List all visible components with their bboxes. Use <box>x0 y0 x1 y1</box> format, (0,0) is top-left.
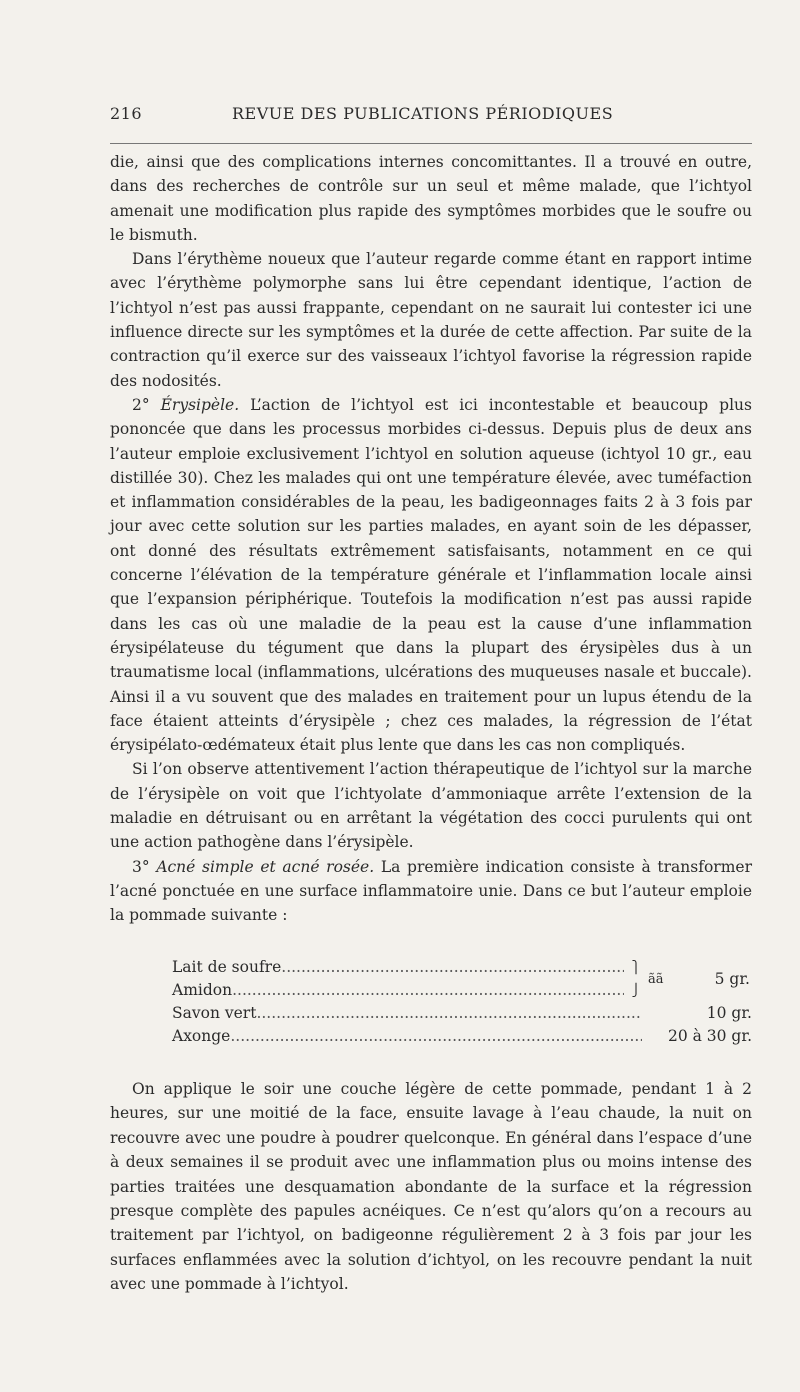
formula-row <box>172 956 624 979</box>
ingredient-quantity: 10 gr. <box>706 1004 752 1022</box>
formula-row <box>172 979 624 1002</box>
running-header <box>110 104 752 134</box>
brace-bottom: ⎭ <box>631 983 641 997</box>
brace-top: ⎫ <box>631 960 641 974</box>
paragraph-5 <box>110 855 752 928</box>
leader-dots <box>281 956 624 979</box>
paragraph-1: die, ainsi que des complications internes concomittantes. Il a trouvé en outre, dans des recherches de contrôle sur un seul et même malade, que l’ichtyol amenait une modification plus rapide des symptômes morbides que le soufre ou le bismuth. <box>110 153 752 244</box>
ointment-formula <box>172 956 752 1048</box>
ingredient-quantity: 20 à 30 gr. <box>667 1027 752 1045</box>
section-number: 2° <box>132 395 150 414</box>
header-rule <box>110 143 752 144</box>
leader-dots <box>256 1002 642 1025</box>
page-number: 216 <box>110 104 143 123</box>
ingredient-quantity: 5 gr. <box>714 969 750 988</box>
ingredient-name: Amidon <box>172 981 233 999</box>
section-text: L’action de l’ichtyol est ici incontestable et beaucoup plus pononcée que dans les processus morbides ci-dessus. Depuis plus de deux ans l’auteur emploie exclusivement l’ichtyol en solution aqueuse (ichtyol 10 gr., eau distillée 30). Chez les malades qui ont une température élevée, avec tuméfaction et inflammation considérables de la peau, les badigeonnages faits 2 à 3 fois par jour avec cette solution sur les parties malades, en ayant soin de les dépasser, ont donné des résultats extrêmement satisfaisants, notamment en ce qui concerne l’élévation de la température générale et l’inflammation locale ainsi que l’expansion périphérique. Toutefois la modification n’est pas aussi rapide dans les cas où une maladie de la peau est la cause d’une inflammation érysipélateuse du tégument que dans la plupart des érysipèles dus à un traumatisme local (inflammations, ulcérations des muqueuses nasale et buccale). Ainsi il a vu souvent que des malades en traitement pour un lupus étendu de la face étaient atteints d’érysipèle ; chez ces malades, la régression de l’état érysipélato-œdémateux était plus lente que dans les cas non compliqués. <box>110 395 752 755</box>
section-text: La première indication consiste à transformer l’acné ponctuée en une surface inflammatoire unie. Dans ce but l’auteur emploie la pommade suivante : <box>110 857 752 925</box>
brace <box>624 956 648 1002</box>
formula-row <box>172 1025 752 1048</box>
paragraph-2: Dans l’érythème noueux que l’auteur regarde comme étant en rapport intime avec l’érythème polymorphe sans lui être cependant identique, l’action de l’ichtyol n’est pas aussi frappante, cependant on ne saurait lui contester ici une influence directe sur les symptômes et la durée de cette affection. Par suite de la contraction qu’il exerce sur des vaisseaux l’ichtyol favorise la régression rapide des nodosités. <box>110 250 752 390</box>
leader-dots <box>232 979 624 1002</box>
body-text <box>110 150 752 928</box>
ingredient-name: Axonge <box>172 1027 231 1045</box>
paragraph-4: Si l’on observe attentivement l’action thérapeutique de l’ichtyol sur la marche de l’érysipèle on voit que l’ichtyolate d’ammoniaque arrête l’extension de la maladie en détruisant ou en arrêtant la végétation des cocci purulents qui ont une action pathogène dans l’érysipèle. <box>110 760 752 852</box>
body-text-continued <box>110 1077 752 1297</box>
formula-group <box>172 956 752 1002</box>
section-number: 3° <box>132 857 150 876</box>
running-title: REVUE DES PUBLICATIONS PÉRIODIQUES <box>232 104 614 123</box>
leader-dots <box>230 1025 642 1048</box>
section-title: Érysipèle. <box>160 395 240 414</box>
paragraph-6: On applique le soir une couche légère de cette pommade, pendant 1 à 2 heures, sur une moitié de la face, ensuite lavage à l’eau chaude, la nuit on recouvre avec une poudre à poudrer quelconque. En général dans l’espace d’une à deux semaines il se produit avec une inflammation plus ou moins intense des parties traitées une desquamation abondante de la surface et la régression presque complète des papules acnéiques. Ce n’est qu’alors qu’on a recours au traitement par l’ichtyol, on badigeonne régulièrement 2 à 3 fois par jour les surfaces enflammées avec la solution d’ichtyol, on les recouvre pendant la nuit avec une pommade à l’ichtyol. <box>110 1080 752 1294</box>
paragraph-3 <box>110 393 752 757</box>
section-title: Acné simple et acné rosée. <box>156 857 375 876</box>
equal-parts-label: ãã <box>648 971 664 987</box>
formula-row <box>172 1002 752 1025</box>
ingredient-name: Savon vert <box>172 1004 257 1022</box>
ingredient-name: Lait de soufre <box>172 958 282 976</box>
